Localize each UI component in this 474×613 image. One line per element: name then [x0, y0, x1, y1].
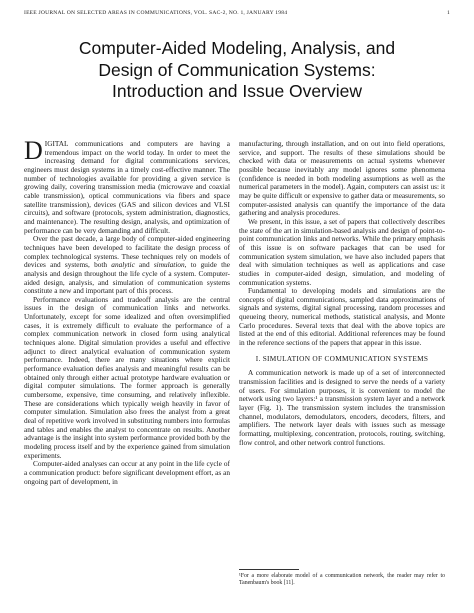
- right-column: [239, 140, 445, 447]
- paragraph: manufacturing, through installation, and on out into field operations, service, and support. The results of these simulations should be checked with data or measurements on actual systems whenever possible because inevitably any model ignores some phenomena (confidence is needed in both modeling assumptions as well as the numerical parameters in the model). Again, computers can assist us: it may be quite difficult or expensive to gather data or measurements, so computer-assisted analysis can quantify the importance of the data gathering and analysis procedures.: [239, 139, 445, 218]
- paragraph: Fundamental to developing models and simulations are the concepts of digital communications, sampled data approximations of signals and systems, digital signal processing, random processes and queueing theory, numerical methods, statistical analysis, and Monte Carlo procedures. Several texts that deal with the above topics are listed at the end of this editorial. Additional references may be found in the reference sections of the papers that appear in this issue.: [239, 286, 445, 348]
- footnote-rule: [239, 569, 299, 570]
- left-column: [24, 136, 231, 486]
- paragraph: [24, 136, 230, 235]
- emphasis-text: simulation: [153, 260, 185, 270]
- paragraph-text: IGITAL communications and computers are having a tremendous impact on the world today. In order to meet the increasing demand for digital communications services, engineers must design systems in a timely cost-effective manner. The number of technologies available for providing a given service is growing daily, covering transmission media (microwave and coaxial cable transmission), optical communications via fibers and space satellite transmission), devices (GAS and silicon devices and VLSI circuits), and software (protocols, system administration, diagnostics, and maintenance). The resulting design, analysis, and optimization of performance can be very demanding and difficult.: [24, 139, 230, 235]
- paragraph-text: Over the past decade, a large body of computer-aided engineering techniques have been developed to facilitate the design process of complex technological systems. These techniques rely on models of devices and systems, both: [24, 234, 230, 270]
- paragraph: Computer-aided analyses can occur at any point in the life cycle of a communication product: before significant development effort, as an ongoing part of development, in: [24, 459, 230, 486]
- journal-header: IEEE JOURNAL ON SELECTED AREAS IN COMMUNICATIONS, VOL. SAC-2, NO. 1, JANUARY 1984: [24, 10, 288, 16]
- footnote: ¹For a more elaborate model of a communication network, the reader may refer to Tanenbaum's book [11].: [239, 573, 445, 586]
- paragraph: [24, 235, 230, 296]
- section-heading: I. SIMULATION OF COMMUNICATION SYSTEMS: [255, 353, 429, 363]
- page-number: 1: [447, 10, 450, 16]
- running-head: [24, 10, 450, 16]
- paragraph: Performance evaluations and tradeoff analysis are the central issues in the design of communication links and networks. Unfortunately, except for some idealized and often oversimplified cases, it is extremely difficult to evaluate the performance of a complex communication network in closed form using analytical techniques alone. Digital simulation provides a useful and effective adjunct to direct analytical evaluation of communication system performance. Indeed, there are many situations where explicit performance evaluation defies analysis and meaningful results can be obtained only through either actual prototype hardware evaluation or digital computer simulations. The former approach is generally cumbersome, expensive, time consuming, and relatively inflexible. These are considerations which typically weigh heavily in favor of computer simulation. Simulation also frees the analyst from a great deal of repetitive work involved in substituting numbers into formulas and tables and enables the analyst to concentrate on results. Another advantage is the insight into system performance provided both by the modeling process itself and by the experience gained from simulation experiments.: [24, 294, 230, 460]
- paragraph: A communication network is made up of a set of interconnected transmission facilities and is designed to serve the needs of a variety of users. For simulation purposes, it is convenient to model the network using two layers:¹ a transmission system layer and a network layer (Fig. 1). The transmission system includes the transmission channel, modulators, demodulators, encoders, decoders, filters, and amplifiers. The network layer deals with issues such as message formatting, multiplexing, concentration, protocols, routing, switching, flow control, and other network control functions.: [239, 368, 445, 447]
- paragraph: We present, in this issue, a set of papers that collectively describes the state of the art in simulation-based analysis and design of point-to-point communication links and networks. While the primary emphasis of this issue is on software packages that can be used for communication system simulation, we have also included papers that deal with simulation techniques as well as applications and case studies in computer-aided design, simulation, and modeling of communication systems.: [239, 216, 445, 287]
- paper-title: [0, 38, 474, 103]
- emphasis-text: analytic: [111, 260, 135, 270]
- drop-cap: D: [24, 136, 43, 165]
- title-line-3: Introduction and Issue Overview: [112, 81, 362, 101]
- paragraph-text: and: [134, 260, 154, 270]
- title-line-2: Design of Communication Systems:: [98, 59, 376, 80]
- title-line-1: Computer-Aided Modeling, Analysis, and: [78, 38, 396, 58]
- paragraph-text: , to guide the analysis and design throughout the life cycle of a system. Computer-aided design, analysis, and simulation of communication systems constitute a new and important part of this process.: [24, 260, 231, 296]
